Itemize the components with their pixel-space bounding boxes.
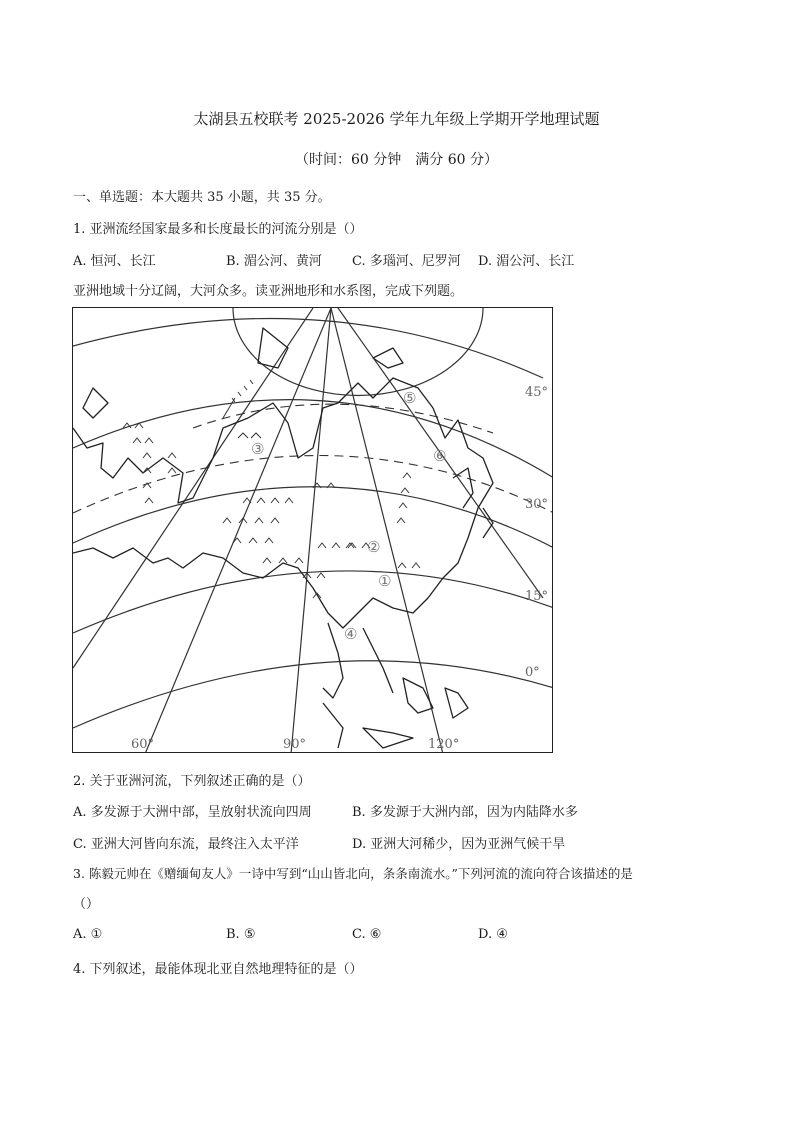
lat-label-0: 0°	[525, 665, 540, 680]
exam-subtitle: （时间：60 分钟 满分 60 分）	[295, 152, 498, 168]
lon-label-120: 120°	[428, 737, 460, 752]
question-2-option-b: B. 多发源于大洲内部，因为内陆降水多	[352, 805, 578, 820]
map-intro: 亚洲地域十分辽阔，大河众多。读亚洲地形和水系图，完成下列题。	[73, 284, 464, 299]
exam-title: 太湖县五校联考 2025-2026 学年九年级上学期开学地理试题	[193, 110, 600, 128]
question-3-option-b: B. ⑤	[226, 927, 256, 942]
question-1-stem: 1. 亚洲流经国家最多和长度最长的河流分别是（）	[73, 222, 363, 237]
lon-label-60: 60°	[131, 737, 155, 752]
question-1-option-b: B. 湄公河、黄河	[226, 254, 322, 269]
question-2-stem: 2. 关于亚洲河流，下列叙述正确的是（）	[73, 774, 311, 789]
river-marker-5: ⑤	[403, 389, 417, 407]
question-3-option-d: D. ④	[478, 927, 508, 942]
section-heading: 一、单选题：本大题共 35 小题，共 35 分。	[73, 190, 331, 205]
question-3-stem-cont: （）	[73, 897, 100, 912]
question-1-option-a: A. 恒河、长江	[73, 254, 156, 269]
lat-label-30: 30°	[525, 497, 549, 512]
lon-label-90: 90°	[283, 737, 307, 752]
question-1-option-d: D. 湄公河、长江	[478, 254, 575, 269]
lat-label-15: 15°	[525, 589, 549, 604]
asia-map	[72, 307, 553, 753]
question-1-option-c: C. 多瑙河、尼罗河	[352, 254, 461, 269]
question-3-option-c: C. ⑥	[352, 927, 382, 942]
question-2-option-d: D. 亚洲大河稀少，因为亚洲气候干旱	[352, 837, 566, 852]
question-4-stem: 4. 下列叙述，最能体现北亚自然地理特征的是（）	[73, 962, 363, 977]
river-marker-3: ③	[251, 440, 265, 458]
question-3-stem: 3. 陈毅元帅在《赠缅甸友人》一诗中写到“山山皆北向，条条南流水。”下列河流的流向符合该描述的是	[73, 866, 633, 881]
lat-label-45: 45°	[525, 385, 549, 400]
river-marker-2: ②	[367, 538, 381, 556]
river-marker-4: ④	[344, 625, 358, 643]
question-2-option-a: A. 多发源于大洲中部，呈放射状流向四周	[73, 805, 312, 820]
question-3-option-a: A. ①	[73, 927, 103, 942]
river-marker-6: ⑥	[433, 447, 447, 465]
question-2-option-c: C. 亚洲大河皆向东流，最终注入太平洋	[73, 837, 299, 852]
river-marker-1: ①	[378, 572, 392, 590]
